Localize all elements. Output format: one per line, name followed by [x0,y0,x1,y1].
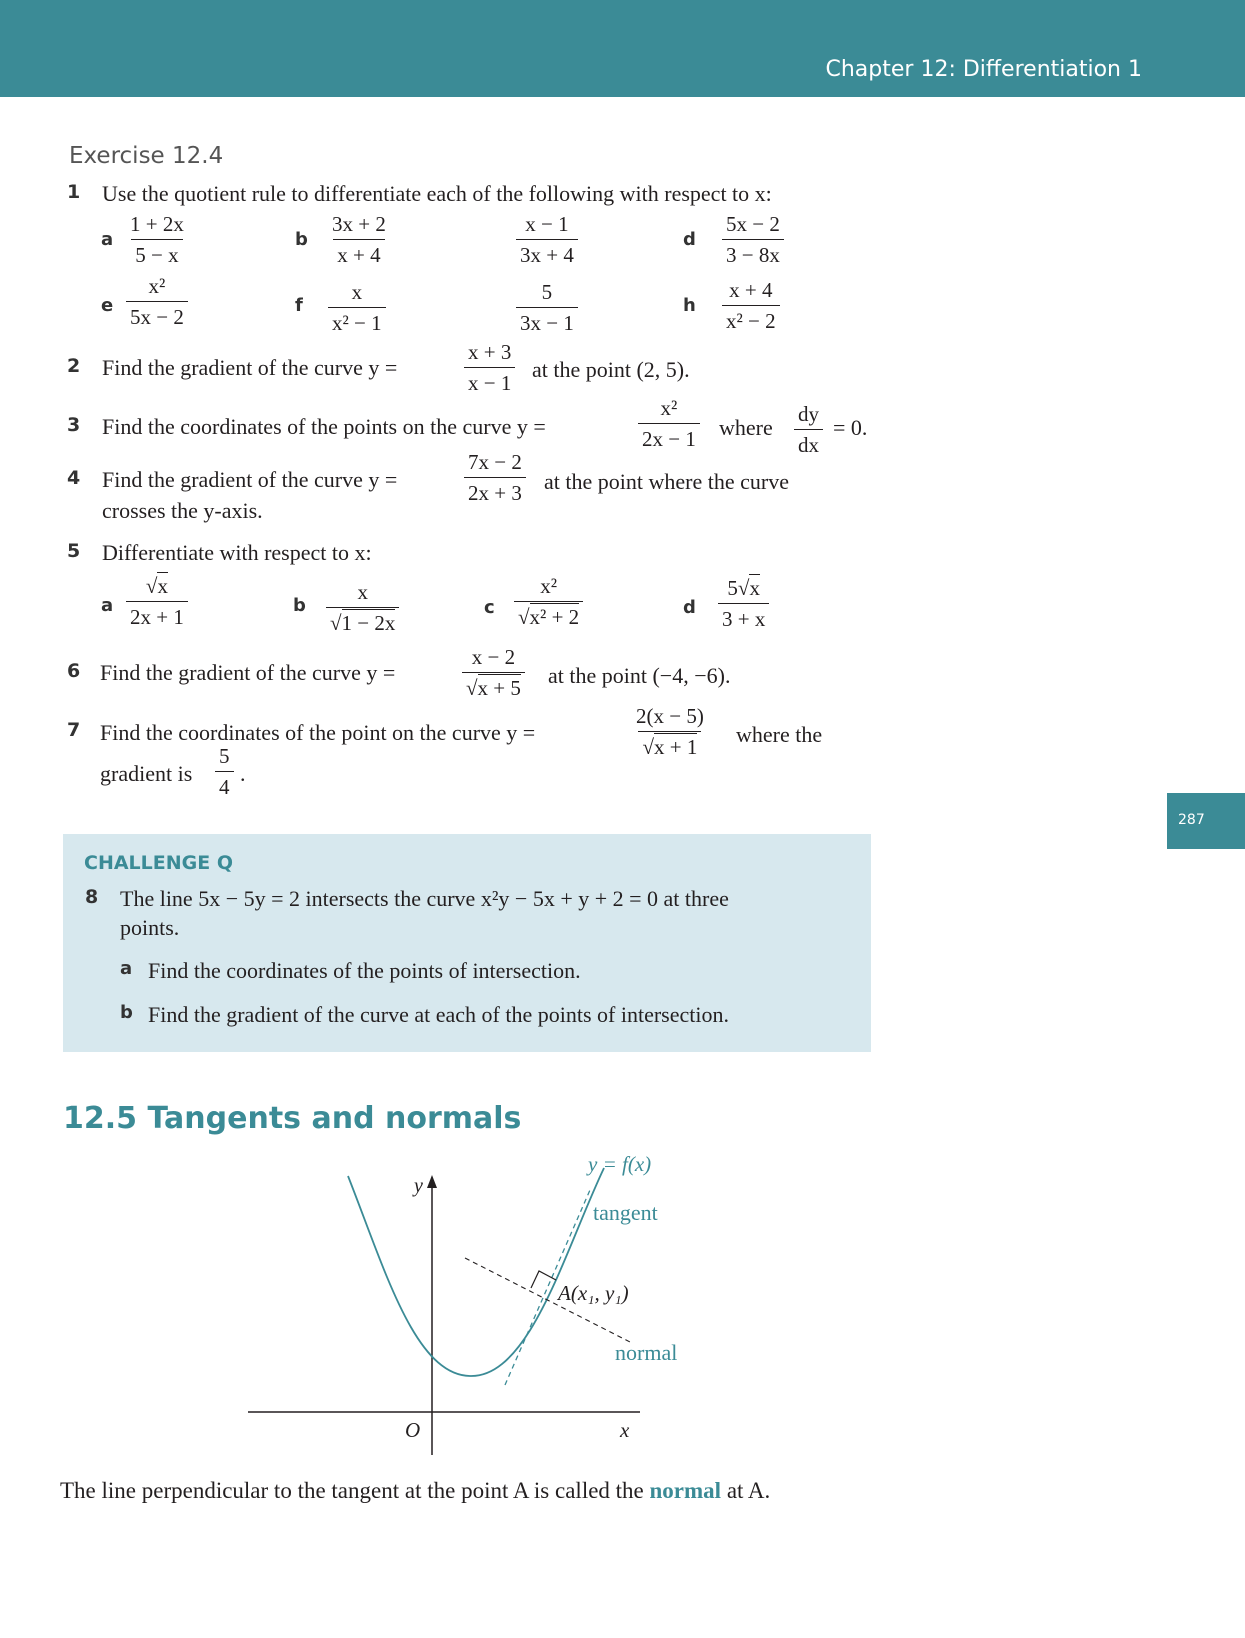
question-text: Find the gradient of the curve y = [102,355,398,380]
radicand: x + 5 [477,676,521,700]
part-label: b [293,595,306,616]
question-text: The line 5x − 5y = 2 intersects the curve x²y − 5x + y + 2 = 0 at three [120,886,729,911]
challenge-title: CHALLENGE Q [84,852,233,874]
fraction: $\frac{5x - 2}{3 - 8x}$ [722,214,784,266]
point-label: A(x₁, y₁) [558,1281,629,1305]
chapter-title: Chapter 12: Differentiation 1 [825,57,1142,82]
fraction: $\frac{x - 1}{3x + 4}$ [516,214,578,266]
curve-fx [348,1168,604,1376]
radicand: x [749,576,760,600]
question-number: 8 [85,886,99,908]
part-text: Find the coordinates of the points of intersection. [148,958,581,983]
part-label: b [120,1002,133,1023]
part-text: Find the gradient of the curve at each of the points of intersection. [148,1002,729,1027]
radicand: x² + 2 [529,605,580,629]
question-number: 6 [67,660,81,682]
question-text: at the point (−4, −6). [548,663,731,688]
question-text: Find the gradient of the curve y = [100,660,396,685]
question-text: Find the gradient of the curve y = [102,467,398,492]
question-text: gradient is [100,761,193,786]
exercise-title: Exercise 12.4 [69,143,224,169]
fraction: $\frac{\text{x²}}{2x - 1}$ [638,398,700,450]
part-label: d [683,229,696,250]
part-label: f [295,295,303,316]
fraction: $\frac{1 + 2x}{5 - x}$ [130,212,184,267]
question-text: Use the quotient rule to differentiate each of the following with respect to x: [102,181,772,206]
question-number: 1 [67,181,81,203]
question-text: at the point where the curve [544,469,789,494]
y-axis-arrow [427,1175,437,1188]
part-label: a [120,958,133,979]
fraction: $\frac{5√x}{3 + x}$ [718,578,769,630]
question-number: 3 [67,414,81,436]
question-number: 7 [67,719,81,741]
question-text: where [719,415,773,440]
derivative-fraction: $\frac{dy}{dx}$ [794,404,823,456]
question-text: Find the coordinates of the points on the curve y = [102,414,546,439]
question-text: Differentiate with respect to x: [102,540,372,565]
fraction: $\frac{\text{x²}}{5x - 2}$ [126,276,188,328]
fraction: $\frac{x + 3}{x - 1}$ [464,342,515,394]
question-number: 2 [67,355,81,377]
part-label: h [683,295,696,316]
part-label: a [101,595,114,616]
y-axis-label: y [414,1175,423,1197]
section-title: 12.5 Tangents and normals [63,1101,522,1136]
tangent-label: tangent [593,1200,658,1225]
radicand: x + 1 [654,735,698,759]
part-label: b [295,229,308,250]
fraction: $\frac{5}{3x - 1}$ [516,282,578,334]
question-text: Find the coordinates of the point on the curve y = [100,720,536,745]
fraction: $\frac{5}{4}$ [215,746,234,798]
question-number: 5 [67,540,81,562]
origin-label: O [405,1418,421,1442]
fraction: $\frac{x}{√1 - 2x}$ [326,582,399,634]
fraction: $\frac{x}{\text{x² − 1}}$ [328,282,386,334]
question-text: = 0. [833,415,868,440]
question-text: where the [736,722,823,747]
part-label: d [683,597,696,618]
fraction: $\frac{\text{x²}}{\text{√x² + 2}}$ [514,576,583,628]
punctuation: . [240,761,246,786]
fraction: $\frac{2(x - 5)}{√x + 1}$ [636,704,704,759]
curve-label: y = f(x) [588,1152,652,1176]
part-label: e [101,295,114,316]
fraction: $\frac{3x + 2}{x + 4}$ [332,212,386,267]
right-angle-marker [531,1271,556,1288]
radicand: x [157,574,168,598]
question-number: 4 [67,467,81,489]
question-text: crosses the y-axis. [102,498,263,523]
radicand: 1 − 2x [341,611,396,635]
fraction: $\frac{√x}{2x + 1}$ [126,576,188,628]
question-text: points. [120,915,180,940]
normal-label: normal [615,1340,678,1365]
part-label: c [484,597,495,618]
body-text: The line perpendicular to the tangent at the point A is called the normal at A. [60,1478,771,1503]
fraction: $\frac{x - 2}{√x + 5}$ [462,647,525,699]
part-label: a [101,229,114,250]
fraction: $\frac{x + 4}{\text{x² − 2}}$ [722,280,780,332]
fraction: $\frac{7x - 2}{2x + 3}$ [464,452,526,504]
x-axis-label: x [620,1418,630,1442]
page-number: 287 [1178,812,1205,828]
question-text: at the point (2, 5). [532,357,690,382]
key-term: normal [649,1478,722,1503]
